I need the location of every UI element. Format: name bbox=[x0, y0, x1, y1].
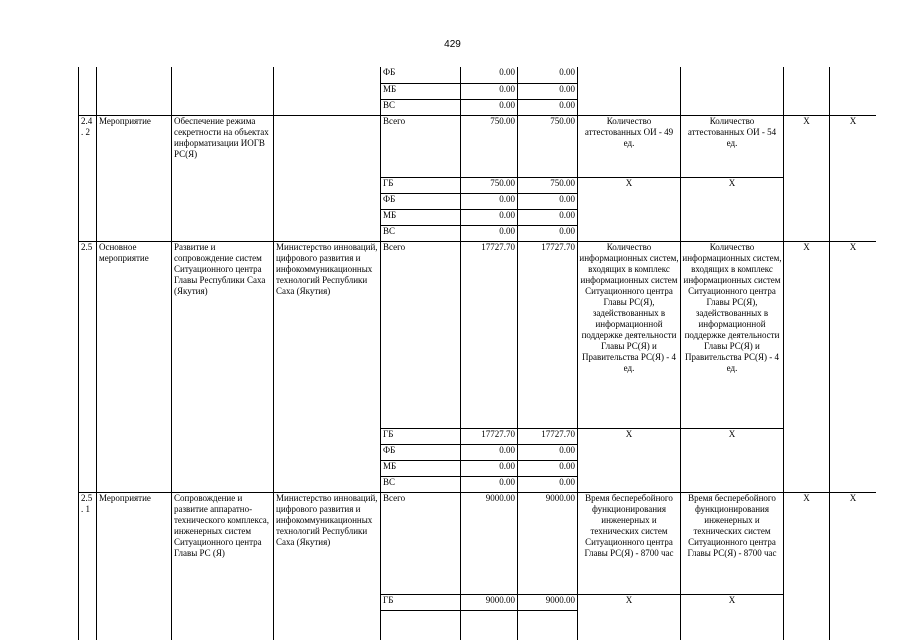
indicator-cell bbox=[681, 67, 784, 115]
table-row bbox=[79, 67, 877, 83]
name-cell bbox=[172, 67, 274, 115]
type-cell: Мероприятие bbox=[97, 492, 172, 640]
source-cell: Всего bbox=[381, 115, 461, 177]
indicator-cell: X bbox=[681, 428, 784, 492]
amount-cell: 750.00 bbox=[518, 115, 578, 177]
indicator-cell: Количество аттестованных ОИ - 54 ед. bbox=[681, 115, 784, 177]
name-cell: Обеспечение режима секретности на объектах информатизации ИОГВ РС(Я) bbox=[172, 115, 274, 241]
amount-cell: 0.00 bbox=[461, 444, 518, 460]
amount-cell: 0.00 bbox=[518, 476, 578, 492]
amount-cell: 0.00 bbox=[518, 460, 578, 476]
program-table-container bbox=[78, 67, 876, 640]
indicator-cell: X bbox=[578, 177, 681, 241]
source-cell: МБ bbox=[381, 460, 461, 476]
indicator-cell: Количество информационных систем, входящих в комплекс информационных систем Ситуационного центра Главы РС(Я), задействованных в информационной поддержке деятельности Главы РС(Я) и Правительства РС(Я) - 4 ед. bbox=[681, 241, 784, 428]
mark-cell: X bbox=[830, 492, 877, 640]
source-cell: ВС bbox=[381, 476, 461, 492]
amount-cell: 9000.00 bbox=[518, 492, 578, 594]
page-number: 429 bbox=[444, 39, 461, 50]
indicator-cell bbox=[578, 67, 681, 115]
type-cell: Основное мероприятие bbox=[97, 241, 172, 492]
amount-cell: 0.00 bbox=[461, 460, 518, 476]
source-cell: ГБ bbox=[381, 428, 461, 444]
amount-cell: 0.00 bbox=[461, 67, 518, 83]
amount-cell: 17727.70 bbox=[461, 241, 518, 428]
amount-cell: 750.00 bbox=[461, 177, 518, 193]
table-row bbox=[79, 492, 877, 594]
source-cell: Всего bbox=[381, 241, 461, 428]
indicator-cell: X bbox=[681, 177, 784, 241]
indicator-cell: X bbox=[578, 428, 681, 492]
source-cell: ГБ bbox=[381, 594, 461, 610]
amount-cell: 9000.00 bbox=[518, 594, 578, 610]
name-cell: Развитие и сопровождение систем Ситуационного центра Главы Республики Саха (Якутия) bbox=[172, 241, 274, 492]
mark-cell: X bbox=[830, 241, 877, 492]
amount-cell: 0.00 bbox=[461, 83, 518, 99]
amount-cell: 0.00 bbox=[518, 99, 578, 115]
amount-cell: 0.00 bbox=[518, 67, 578, 83]
executor-cell: Министерство инноваций, цифрового развития и инфокоммуникационных технологий Республики Саха (Якутия) bbox=[274, 241, 381, 492]
number-cell: 2.4. 2 bbox=[79, 115, 97, 241]
amount-cell: 17727.70 bbox=[461, 428, 518, 444]
indicator-cell: X bbox=[578, 594, 681, 640]
indicator-cell: Количество аттестованных ОИ - 49 ед. bbox=[578, 115, 681, 177]
amount-cell: 9000.00 bbox=[461, 492, 518, 594]
mark-cell bbox=[784, 67, 830, 115]
source-cell: Всего bbox=[381, 492, 461, 594]
table-row bbox=[79, 115, 877, 177]
mark-cell: X bbox=[830, 115, 877, 241]
indicator-cell: Время бесперебойного функционирования инженерных и технических систем Ситуационного центра Главы РС(Я) - 8700 час bbox=[681, 492, 784, 594]
executor-cell: Министерство инноваций, цифрового развития и инфокоммуникационных технологий Республики Саха (Якутия) bbox=[274, 492, 381, 640]
mark-cell bbox=[830, 67, 877, 115]
executor-cell bbox=[274, 67, 381, 115]
program-table bbox=[78, 67, 876, 640]
amount-cell: 0.00 bbox=[518, 209, 578, 225]
indicator-cell: X bbox=[681, 594, 784, 640]
type-cell bbox=[97, 67, 172, 115]
number-cell: 2.5. 1 bbox=[79, 492, 97, 640]
amount-cell: 0.00 bbox=[518, 225, 578, 241]
source-cell: ФБ bbox=[381, 67, 461, 83]
type-cell: Мероприятие bbox=[97, 115, 172, 241]
amount-cell bbox=[518, 610, 578, 640]
indicator-cell: Время бесперебойного функционирования инженерных и технических систем Ситуационного центра Главы РС(Я) - 8700 час bbox=[578, 492, 681, 594]
amount-cell: 0.00 bbox=[461, 193, 518, 209]
source-cell: ВС bbox=[381, 99, 461, 115]
source-cell: МБ bbox=[381, 83, 461, 99]
amount-cell: 0.00 bbox=[461, 209, 518, 225]
mark-cell: X bbox=[784, 115, 830, 241]
amount-cell: 0.00 bbox=[518, 444, 578, 460]
mark-cell: X bbox=[784, 492, 830, 640]
mark-cell: X bbox=[784, 241, 830, 492]
name-cell: Сопровождение и развитие аппаратно-технического комплекса, инженерных систем Ситуационного центра Главы РС (Я) bbox=[172, 492, 274, 640]
amount-cell: 0.00 bbox=[461, 99, 518, 115]
source-cell: ГБ bbox=[381, 177, 461, 193]
amount-cell: 750.00 bbox=[518, 177, 578, 193]
amount-cell: 0.00 bbox=[461, 476, 518, 492]
source-cell bbox=[381, 610, 461, 640]
number-cell: 2.5 bbox=[79, 241, 97, 492]
source-cell: ВС bbox=[381, 225, 461, 241]
source-cell: МБ bbox=[381, 209, 461, 225]
amount-cell: 17727.70 bbox=[518, 241, 578, 428]
source-cell: ФБ bbox=[381, 193, 461, 209]
amount-cell bbox=[461, 610, 518, 640]
table-row bbox=[79, 241, 877, 428]
number-cell bbox=[79, 67, 97, 115]
executor-cell bbox=[274, 115, 381, 241]
amount-cell: 0.00 bbox=[518, 83, 578, 99]
amount-cell: 0.00 bbox=[518, 193, 578, 209]
indicator-cell: Количество информационных систем, входящих в комплекс информационных систем Ситуационного центра Главы РС(Я), задействованных в информационной поддержке деятельности Главы РС(Я) и Правительства РС(Я) - 4 ед. bbox=[578, 241, 681, 428]
amount-cell: 9000.00 bbox=[461, 594, 518, 610]
amount-cell: 17727.70 bbox=[518, 428, 578, 444]
amount-cell: 0.00 bbox=[461, 225, 518, 241]
amount-cell: 750.00 bbox=[461, 115, 518, 177]
source-cell: ФБ bbox=[381, 444, 461, 460]
